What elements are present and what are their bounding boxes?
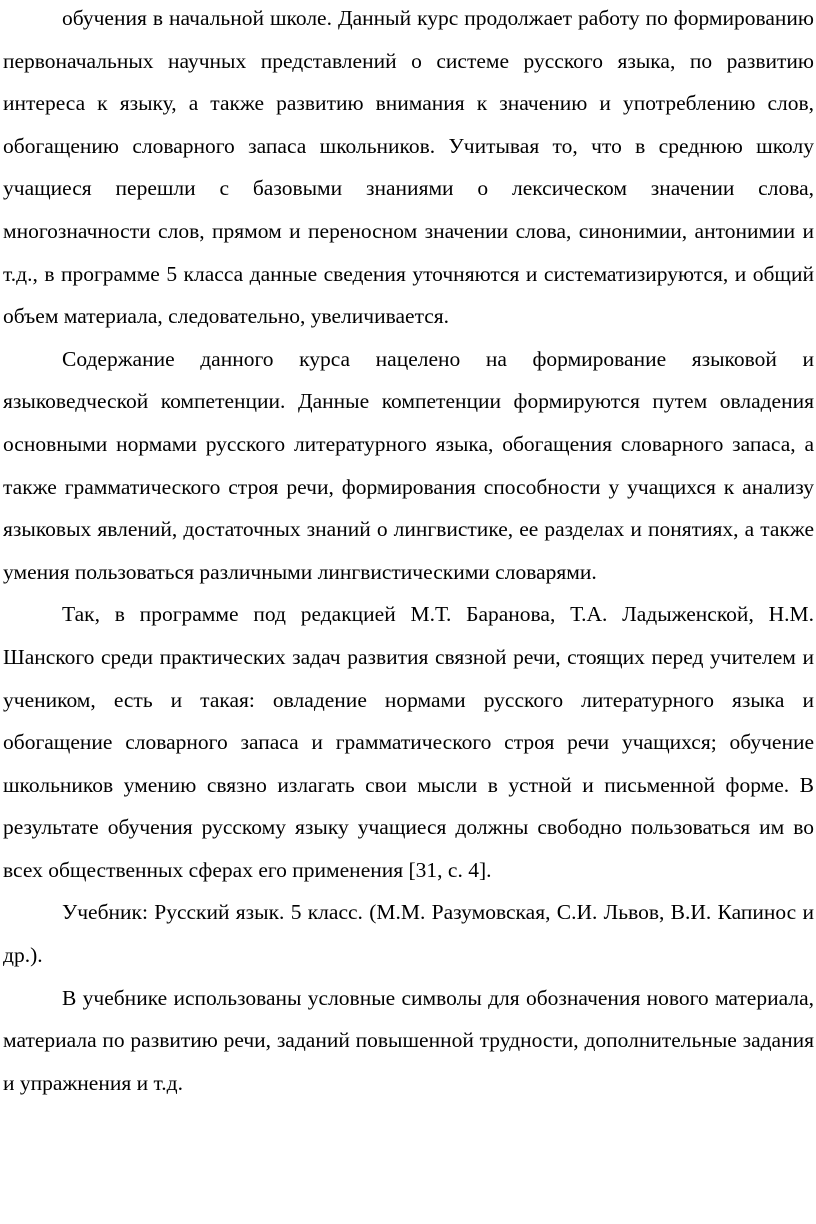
paragraph-symbols: В учебнике использованы условные символы для обозначения нового материала, материала по развитию речи, заданий повышенной трудности, дополнительные задания и упражнения и т.д. xyxy=(3,985,814,1095)
paragraph-textbook: Учебник: Русский язык. 5 класс. (М.М. Разумовская, С.И. Львов, В.И. Капинос и др.). xyxy=(3,900,814,968)
paragraph-continuation: обучения в начальной школе. Данный курс продолжает работу по формированию первоначальных научных представлений о системе русского языка, по развитию интереса к языку, а также развитию внимания к значению и употреблению слов, обогащению словарного запаса школьников. Учитывая то, что в среднюю школу учащиеся перешли с базовыми знаниями о лексическом значении слова, многозначности слов, прямом и переносном значении слова, синонимии, антонимии и т.д., в программе 5 класса данные сведения уточняются и систематизируются, и общий объем материала, следовательно, увеличивается. xyxy=(3,6,814,329)
paragraph-program-tasks: Так, в программе под редакцией М.Т. Баранова, Т.А. Ладыженской, Н.М. Шанского среди практических задач развития связной речи, стоящих перед учителем и учеником, есть и такая: овладение нормами русского литературного языка и обогащение словарного запаса и грамматического строя речи учащихся; обучение школьников умению связно излагать свои мысли в устной и письменной форме. В результате обучения русскому языку учащиеся должны свободно пользоваться им во всех общественных сферах его применения [31, с. 4]. xyxy=(3,602,814,882)
paragraph-course-content: Содержание данного курса нацелено на формирование языковой и языковедческой компетенции. Данные компетенции формируются путем овладения основными нормами русского литературного языка, обогащения словарного запаса, а также грамматического строя речи, формирования способности у учащихся к анализу языковых явлений, достаточных знаний о лингвистике, ее разделах и понятиях, а также умения пользоваться различными лингвистическими словарями. xyxy=(3,346,814,584)
